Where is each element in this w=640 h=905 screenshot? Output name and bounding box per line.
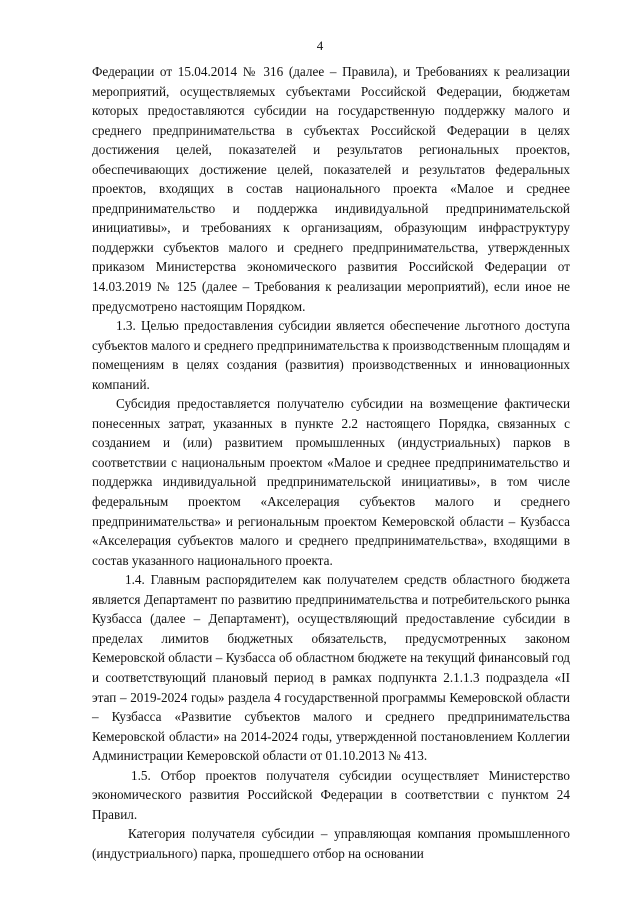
document-body [92,62,570,863]
page-number: 4 [316,38,324,53]
paragraph-continuation: Федерации от 15.04.2014 № 316 (далее – Правила), и Требованиях к реализации мероприятий, осуществляемых субъектами Российской Федерации, бюджетам которых предоставляются субсидии на государственную поддержку малого и среднего предпринимательства в субъектах Российской Федерации в целях достижения целей, показателей и результатов региональных проектов, обеспечивающих достижение целей, показателей и результатов федеральных проектов, входящих в состав национального проекта «Малое и среднее предпринимательство и поддержка индивидуальной предпринимательской инициативы», и требованиях к организациям, образующим инфраструктуру поддержки субъектов малого и среднего предпринимательства, утвержденных приказом Министерства экономического развития Российской Федерации от 14.03.2019 № 125 (далее – Требования к реализации мероприятий), если иное не предусмотрено настоящим Порядком. [92,64,570,314]
paragraph-1-5: 1.5. Отбор проектов получателя субсидии осуществляет Министерство экономического развития Российской Федерации в соответствии с пунктом 24 Правил. [92,767,570,822]
paragraph-1-4: 1.4. Главным распорядителем как получателем средств областного бюджета является Департамент по развитию предпринимательства и потребительского рынка Кузбасса (далее – Департамент), осуществляющий предоставление субсидии в пределах лимитов бюджетных обязательств, предусмотренных законом Кемеровской области – Кузбасса об областном бюджете на текущий финансовый год и соответствующий плановый период в рамках подпункта 2.1.1.3 подраздела «II этап – 2019-2024 годы» раздела 4 государственной программы Кемеровской области – Кузбасса «Развитие субъектов малого и среднего предпринимательства Кемеровской области» на 2014-2024 годы, утвержденной постановлением Коллегии Администрации Кемеровской области от 01.10.2013 № 413. [92,572,570,764]
paragraph-recipient-category: Категория получателя субсидии – управляющая компания промышленного (индустриального) парка, прошедшего отбор на основании [92,826,570,861]
paragraph-subsidy: Субсидия предоставляется получателю субсидии на возмещение фактически понесенных затрат, указанных в пункте 2.2 настоящего Порядка, связанных с созданием и (или) развитием промышленных (индустриальных) парков в соответствии с национальным проектом «Малое и среднее предпринимательство и поддержка индивидуальной предпринимательской инициативы», в том числе федеральным проектом «Акселерация субъектов малого и среднего предпринимательства» и региональным проектом Кемеровской области – Кузбасса «Акселерация субъектов малого и среднего предпринимательства», входящими в состав указанного национального проекта. [92,396,570,568]
paragraph-1-3: 1.3. Целью предоставления субсидии является обеспечение льготного доступа субъектов малого и среднего предпринимательства к производственным площадям и помещениям в целях создания (развития) производственных и инновационных компаний. [92,318,570,392]
